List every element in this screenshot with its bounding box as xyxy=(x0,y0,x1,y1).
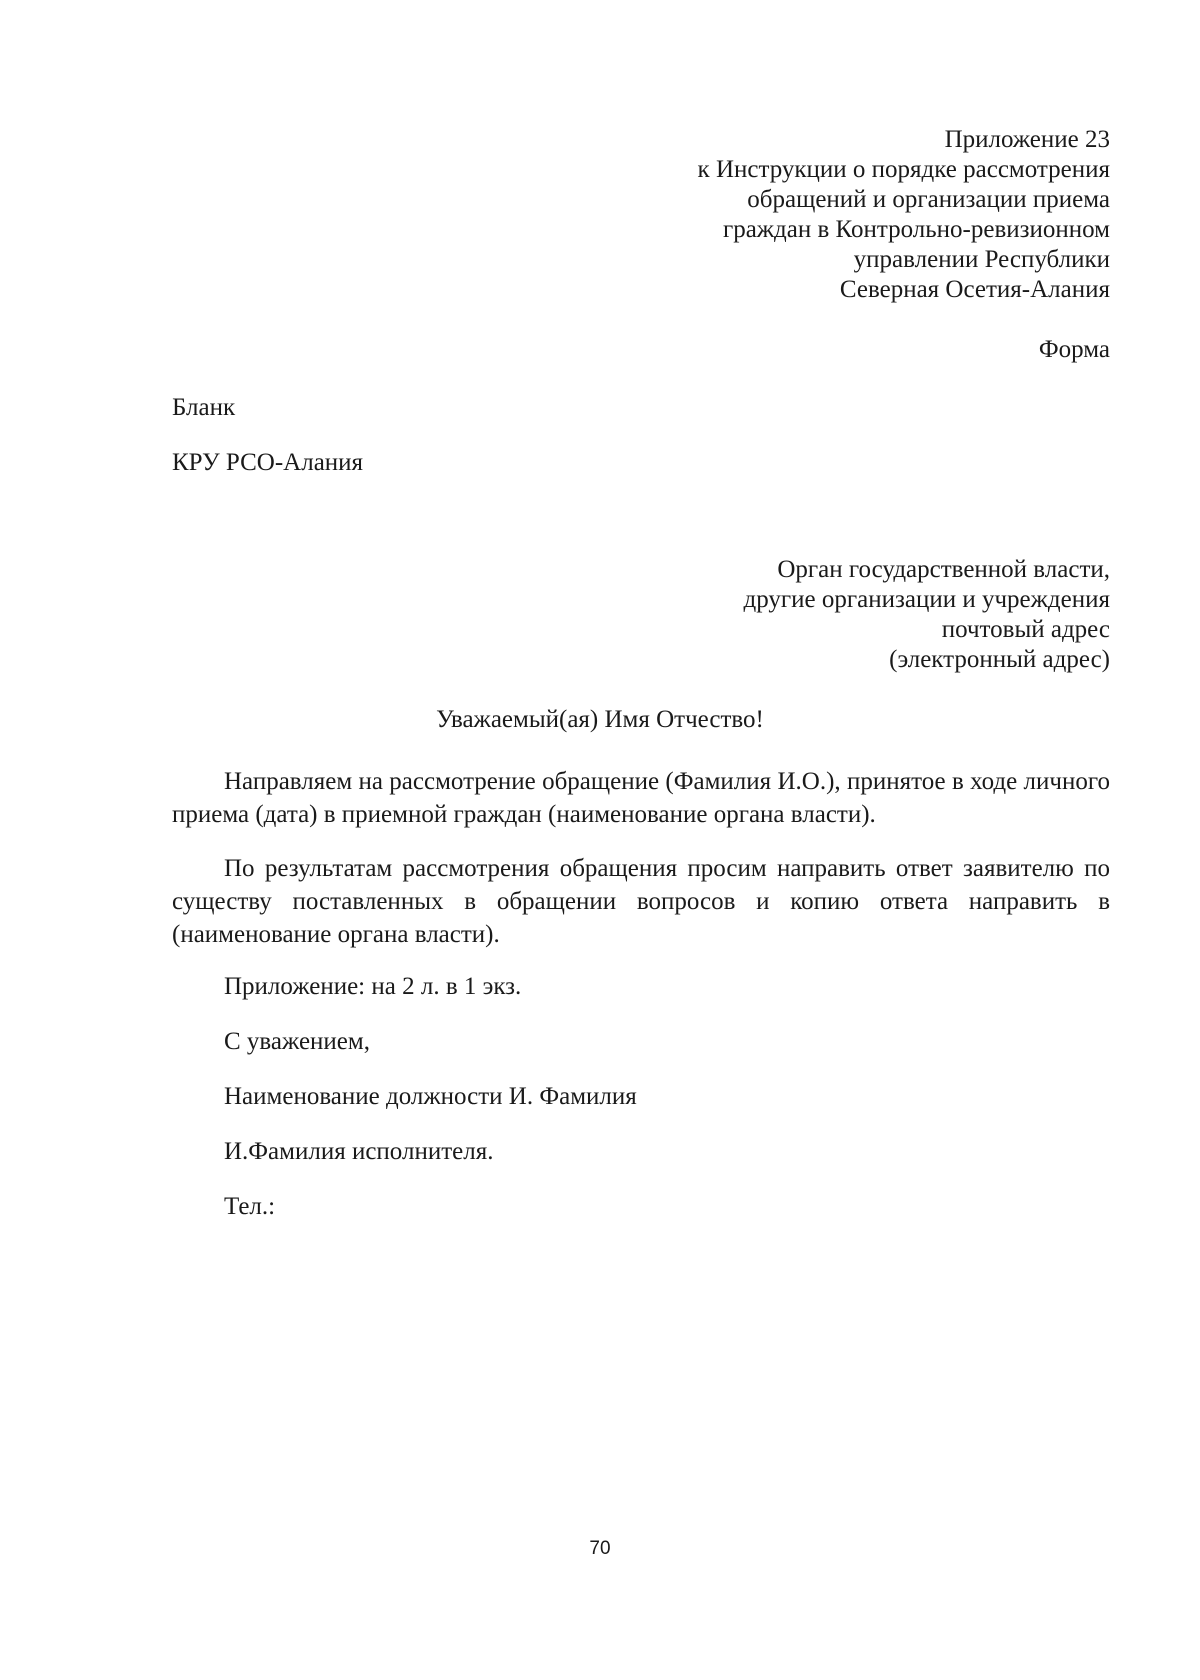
appendix-line: Северная Осетия-Алания xyxy=(839,276,1110,303)
addressee-line: Орган государственной власти, xyxy=(777,556,1110,583)
appendix-line: Приложение 23 xyxy=(944,126,1110,153)
appendix-line: граждан в Контрольно-ревизионном xyxy=(722,216,1110,243)
appendix-line: обращений и организации приема xyxy=(747,186,1110,213)
page-number: 70 xyxy=(589,1538,611,1559)
executor-name: И.Фамилия исполнителя. xyxy=(224,1138,494,1165)
appendix-line: к Инструкции о порядке рассмотрения xyxy=(697,156,1110,183)
appendix-header xyxy=(698,125,1110,305)
addressee-block xyxy=(744,555,1110,675)
addressee-line: (электронный адрес) xyxy=(889,646,1110,673)
greeting: Уважаемый(ая) Имя Отчество! xyxy=(436,706,764,733)
addressee-line: другие организации и учреждения xyxy=(743,586,1110,613)
closing-regards: С уважением, xyxy=(224,1028,370,1055)
organization-name: КРУ РСО-Алания xyxy=(172,449,364,476)
addressee-line: почтовый адрес xyxy=(941,616,1110,643)
signatory-position: Наименование должности И. Фамилия xyxy=(224,1083,637,1110)
body-paragraph-2: По результатам рассмотрения обращения просим направить ответ заявителю по существу поставленных в обращении вопросов и копию ответа направить в (наименование органа власти). xyxy=(172,855,1110,948)
attachment-note: Приложение: на 2 л. в 1 экз. xyxy=(224,973,522,1000)
appendix-line: управлении Республики xyxy=(853,246,1110,273)
body-paragraph-1: Направляем на рассмотрение обращение (Фамилия И.О.), принятое в ходе личного приема (дата) в приемной граждан (наименование органа власти). xyxy=(172,768,1110,828)
phone-label: Тел.: xyxy=(224,1193,276,1220)
form-label: Форма xyxy=(1038,336,1110,363)
blank-label: Бланк xyxy=(172,394,236,421)
